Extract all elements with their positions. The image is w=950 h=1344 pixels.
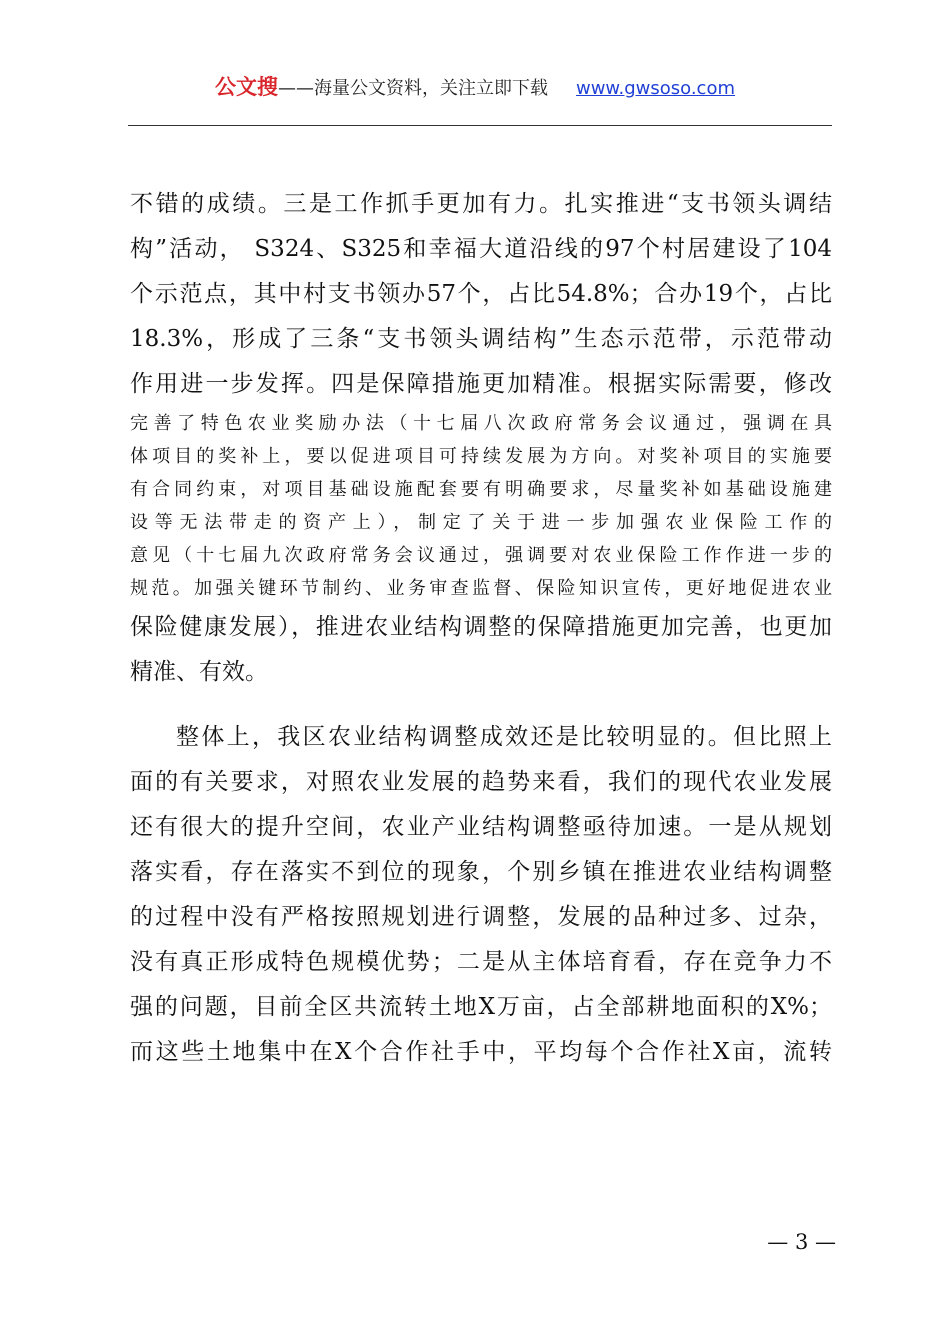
- text-line: 规范。加强关键环节制约、业务审查监督、保险知识宣传，更好地促进农业: [130, 578, 832, 599]
- text-line: 设等无法带走的资产上），制定了关于进一步加强农业保险工作的: [130, 512, 832, 533]
- document-body: [130, 182, 832, 1075]
- site-link[interactable]: www.gwsoso.com: [575, 78, 735, 99]
- text-line: 保险健康发展），推进农业结构调整的保障措施更加完善，也更加: [130, 614, 832, 640]
- text-line: 有合同约束，对项目基础设施配套要有明确要求，尽量奖补如基础设施建: [130, 479, 832, 500]
- page-number: — 3 —: [767, 1230, 836, 1254]
- text-line: 个示范点，其中村支书领办57个，占比54.8%；合办19个，占比: [130, 281, 832, 307]
- text-line: 意见（十七届九次政府常务会议通过，强调要对农业保险工作作进一步的: [130, 545, 832, 566]
- text-line: 不错的成绩。三是工作抓手更加有力。扎实推进“支书领头调结: [130, 191, 832, 217]
- text-line: 18.3%，形成了三条“支书领头调结构”生态示范带，示范带动: [130, 326, 832, 352]
- text-line: 面的有关要求，对照农业发展的趋势来看，我们的现代农业发展: [130, 769, 832, 795]
- header-divider: [128, 125, 832, 126]
- text-line: 体项目的奖补上，要以促进项目可持续发展为方向。对奖补项目的实施要: [130, 446, 832, 467]
- text-line: 构”活动， S324、S325和幸福大道沿线的97个村居建设了104: [130, 236, 832, 262]
- paragraph-gap: [130, 695, 832, 715]
- text-line: 的过程中没有严格按照规划进行调整，发展的品种过多、过杂，: [130, 904, 832, 930]
- header-tagline: ——海量公文资料，关注立即下载: [277, 78, 548, 99]
- text-line: 落实看，存在落实不到位的现象，个别乡镇在推进农业结构调整: [130, 859, 832, 885]
- paragraph-2: [130, 715, 832, 1075]
- text-line: 完善了特色农业奖励办法（十七届八次政府常务会议通过，强调在具: [130, 413, 832, 434]
- text-line: 整体上，我区农业结构调整成效还是比较明显的。但比照上: [176, 724, 832, 750]
- brand-logo-text: 公文搜: [214, 75, 278, 99]
- text-line: 精准、有效。: [130, 659, 268, 685]
- text-line: 强的问题，目前全区共流转土地X万亩，占全部耕地面积的X%；: [130, 994, 832, 1020]
- text-line: 没有真正形成特色规模优势；二是从主体培育看，存在竞争力不: [130, 949, 832, 975]
- text-line: 还有很大的提升空间，农业产业结构调整亟待加速。一是从规划: [130, 814, 832, 840]
- text-line: 作用进一步发挥。四是保障措施更加精准。根据实际需要，修改: [130, 371, 832, 397]
- text-line: 而这些土地集中在X个合作社手中，平均每个合作社X亩，流转: [130, 1039, 832, 1065]
- paragraph-1: [130, 182, 832, 695]
- page-header: [0, 72, 950, 102]
